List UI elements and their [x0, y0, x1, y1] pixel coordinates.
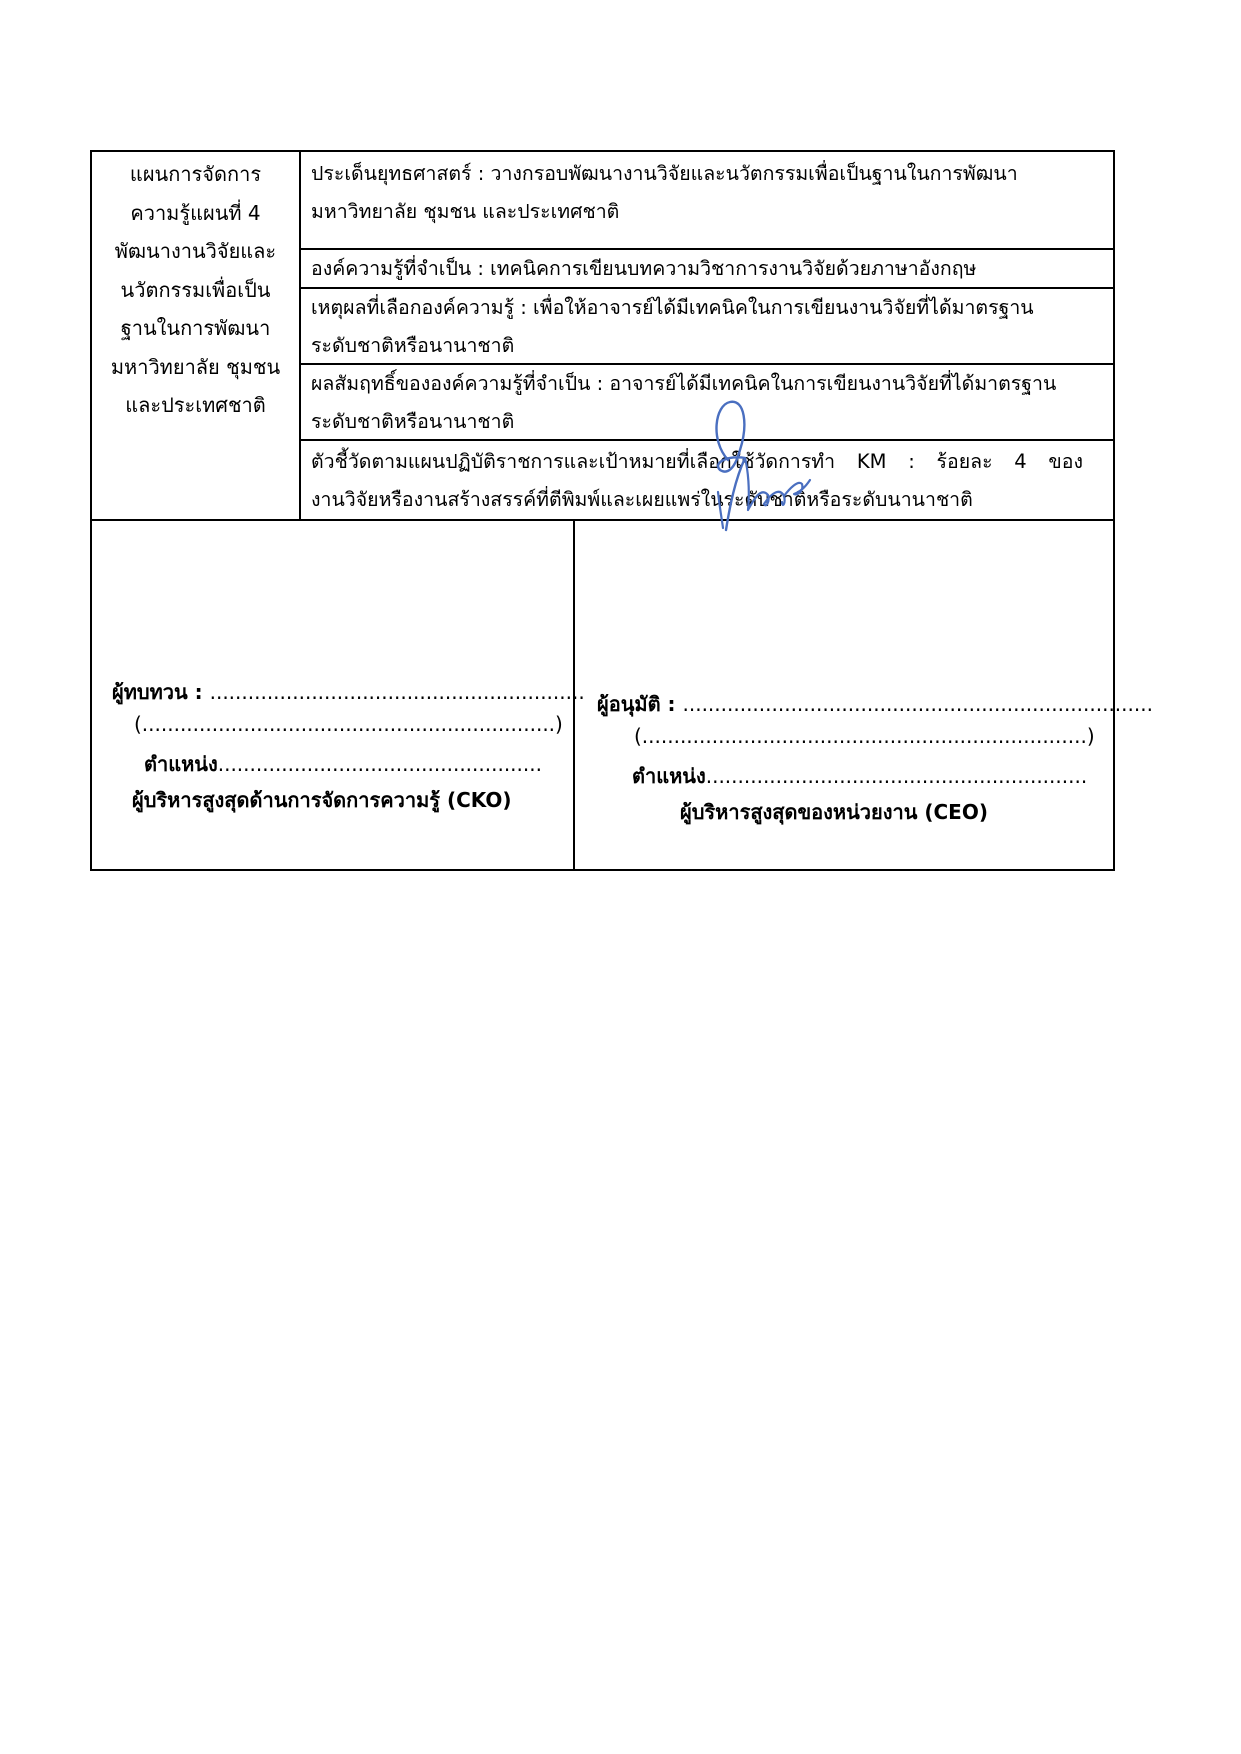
indicator-text: งานวิจัยหรืองานสร้างสรรค์ที่ตีพิมพ์และเผยแพร่ในระดับชาติหรือระดับนานาชาติ	[311, 488, 973, 511]
plan-details-section	[92, 152, 1113, 521]
reason-cell	[301, 289, 1113, 365]
reviewer-signature-line	[112, 676, 585, 708]
approver-position-dots: ............................................................	[705, 764, 1088, 788]
plan-label-line: และประเทศชาติ	[125, 393, 266, 417]
reviewer-name-line: (.................................................................)	[134, 712, 563, 736]
plan-label-line: ฐานในการพัฒนา	[120, 316, 271, 340]
approver-position-label: ตำแหน่ง	[632, 764, 706, 788]
reviewer-dots: ...........................................................	[209, 680, 585, 704]
strategic-issue-text: มหาวิทยาลัย ชุมชน และประเทศชาติ	[311, 200, 620, 223]
approver-position-line	[632, 760, 1087, 792]
plan-label-line: แผนการจัดการ	[129, 162, 262, 186]
achievement-text: ระดับชาติหรือนานาชาติ	[311, 410, 515, 433]
handwritten-signature	[690, 400, 820, 535]
plan-label-line: นวัตกรรมเพื่อเป็น	[120, 277, 271, 302]
strategic-issue-cell	[301, 152, 1113, 250]
strategic-issue-text: ประเด็นยุทธศาสตร์ : วางกรอบพัฒนางานวิจัยและนวัตกรรมเพื่อเป็นฐานในการพัฒนา	[311, 162, 1018, 185]
reason-text: เหตุผลที่เลือกองค์ความรู้ : เพื่อให้อาจารย์ได้มีเทคนิคในการเขียนงานวิจัยที่ได้มาตรฐาน	[311, 296, 1034, 319]
approver-role: ผู้บริหารสูงสุดของหน่วยงาน (CEO)	[680, 800, 988, 824]
reviewer-role: ผู้บริหารสูงสุดด้านการจัดการความรู้ (CKO)	[132, 788, 512, 812]
plan-label-line: พัฒนางานวิจัยและ	[114, 239, 277, 263]
reviewer-position-label: ตำแหน่ง	[144, 752, 218, 776]
approver-label: ผู้อนุมัติ :	[597, 692, 683, 716]
achievement-text: ผลสัมฤทธิ์ขององค์ความรู้ที่จำเป็น : อาจารย์ได้มีเทคนิคในการเขียนงานวิจัยที่ได้มาตรฐาน	[311, 372, 1057, 395]
reviewer-label: ผู้ทบทวน :	[112, 680, 210, 704]
signature-section	[92, 521, 1153, 869]
required-knowledge-cell	[301, 250, 1113, 289]
indicator-text: ตัวชี้วัดตามแผนปฏิบัติราชการและเป้าหมายที่เลือกใช้วัดการทำ KM : ร้อยละ 4 ของ	[311, 450, 1083, 473]
plan-label-cell	[92, 152, 301, 519]
km-plan-table	[90, 150, 1153, 871]
approver-name-line: (......................................................................)	[634, 724, 1095, 748]
reason-text: ระดับชาติหรือนานาชาติ	[311, 334, 515, 357]
approver-dots: ..........................................................................	[682, 692, 1153, 716]
reviewer-position-line	[144, 748, 542, 780]
plan-label-line: ความรู้แผนที่ 4	[130, 200, 261, 225]
plan-label-line: มหาวิทยาลัย ชุมชน	[110, 354, 281, 379]
required-knowledge-text: องค์ความรู้ที่จำเป็น : เทคนิคการเขียนบทความวิชาการงานวิจัยด้วยภาษาอังกฤษ	[311, 257, 977, 280]
approver-signature-line	[597, 688, 1153, 720]
reviewer-position-dots: ...................................................	[217, 752, 542, 776]
